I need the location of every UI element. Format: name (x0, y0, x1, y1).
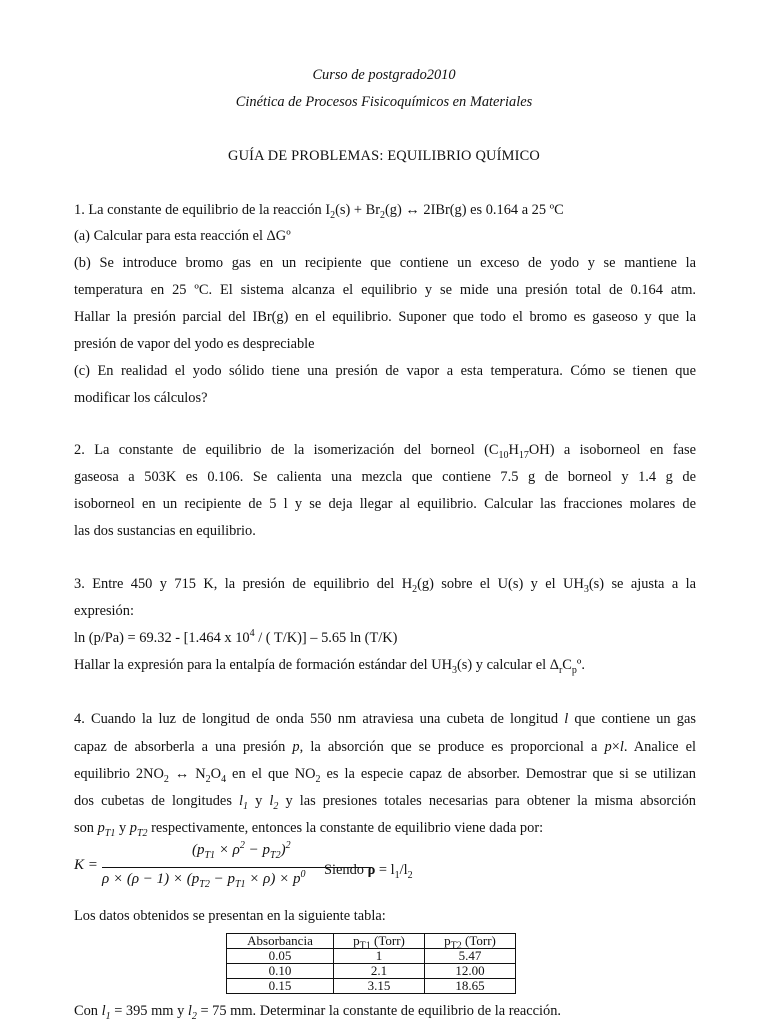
table-cell: 0.05 (227, 949, 334, 964)
subject-title: Cinética de Procesos Fisicoquímicos en Materiales (235, 94, 533, 110)
problem-1-part-b-line2: temperatura en 25 ºC. El sistema alcanza el equilibrio y se mide una presión total de 0.164 atm. (74, 282, 696, 298)
table-cell: 1 (334, 949, 425, 964)
table-cell: 3.15 (334, 979, 425, 994)
problem-1-part-b-line1: (b) Se introduce bromo gas en un recipiente que contiene un exceso de yodo y se mantiene la (74, 255, 696, 271)
table-cell: 2.1 (334, 964, 425, 979)
problem-3-line2: expresión: (74, 603, 134, 619)
table-intro: Los datos obtenidos se presentan en la siguiente tabla: (74, 908, 386, 924)
table-cell: 0.10 (227, 964, 334, 979)
problem-4-line4: dos cubetas de longitudes $l_1$ y $l_2$ y las presiones totales necesarias para obtener la misma absorción (74, 793, 696, 812)
problem-1-part-b-line4: presión de vapor del yodo es despreciable (74, 336, 315, 352)
problem-3-line1: 3. Entre 450 y 715 K, la presión de equilibrio del $H_2(g)$ sobre el U(s) y el $UH_3(s)$ se ajusta a la (74, 576, 696, 595)
problem-2-line1: 2. La constante de equilibrio de la isomerización del borneol $(C_{10}H_{17}OH)$ a isoborneol en fase (74, 442, 696, 461)
guide-title: GUÍA DE PROBLEMAS: EQUILIBRIO QUÍMICO (228, 148, 540, 164)
table-cell: 5.47 (425, 949, 516, 964)
course-title: Curso de postgrado2010 (312, 67, 456, 83)
formula-numerator: $(p_{T1} \times \rho^2 - p_{T2})^2$ (192, 840, 291, 861)
header-pt1: $p_{T1}$ (Torr) (334, 934, 425, 949)
problem-4-line1: 4. Cuando la luz de longitud de onda 550 nm atraviesa una cubeta de longitud l que contiene un gas (74, 711, 696, 727)
table-cell: 0.15 (227, 979, 334, 994)
table-row (227, 949, 516, 964)
absorbance-data-table (226, 933, 516, 994)
problem-1-statement: 1. La constante de equilibrio de la reacción $I_2(s) + Br_2(g)$ ↔ 2IBr(g) es 0.164 a 25 ºC (74, 202, 564, 221)
table-header-row (227, 934, 516, 949)
problem-3-equation: ln (p/Pa) = 69.32 - [1.464 x $10^4$ / ( T/K)] – 5.65 ln (T/K) (74, 628, 398, 646)
problem-1-part-b-line3: Hallar la presión parcial del IBr(g) en el equilibrio. Suponer que todo el bromo es gaseoso y que la (74, 309, 696, 325)
rho-definition: Siendo $\rho = l_1/l_2$ (324, 862, 413, 881)
problem-4-line2: capaz de absorberla a una presión p, la absorción que se produce es proporcional a p×l. Analice el (74, 739, 696, 755)
problem-1-part-c-line2: modificar los cálculos? (74, 390, 208, 406)
problem-2-line2: gaseosa a 503K es 0.106. Se calienta una mezcla que contiene 7.5 g de borneol y 1.4 g de (74, 469, 696, 485)
problem-2-line4: las dos sustancias en equilibrio. (74, 523, 256, 539)
header-absorbancia: Absorbancia (227, 934, 334, 949)
problem-4-final-line: Con $l_1 = 395$ mm y $l_2 = 75$ mm. Determinar la constante de equilibrio de la reacción. (74, 1003, 562, 1022)
formula-denominator: $\rho \times (\rho - 1) \times (p_{T2} - p_{T1} \times \rho) \times p^0$ (102, 869, 306, 890)
table-cell: 12.00 (425, 964, 516, 979)
problem-1-part-c-line1: (c) En realidad el yodo sólido tiene una presión de vapor a esta temperatura. Cómo se tienen que (74, 363, 696, 379)
table-row (227, 964, 516, 979)
problem-2-line3: isoborneol en un recipiente de 5 l y se deja llegar al equilibrio. Calcular las fracciones molares de (74, 496, 696, 512)
table-row (227, 979, 516, 994)
problem-3-line4: Hallar la expresión para la entalpía de formación estándar del $UH_3(s)$ y calcular el $\Delta_rC_pº$. (74, 657, 585, 676)
equilibrium-constant-formula: K = $(p_{T1} \times \rho^2 - p_{T2})^2$ $\rho \times (\rho - 1) \times (p_{T2} - p_{T1} \times \rho) \times p^0$ (74, 840, 454, 892)
problem-1-part-a: (a) Calcular para esta reacción el ΔGº (74, 228, 291, 244)
problem-4-line3: equilibrio $2NO_2$ ↔ $N_2O_4$ en el que $NO_2$ es la especie capaz de absorber. Demostrar que si se utilizan (74, 766, 696, 785)
header-pt2: $p_{T2}$ (Torr) (425, 934, 516, 949)
table-cell: 18.65 (425, 979, 516, 994)
problem-4-line5: son $p_{T1}$ y $p_{T2}$ respectivamente, entonces la constante de equilibrio viene dada por: (74, 820, 544, 839)
